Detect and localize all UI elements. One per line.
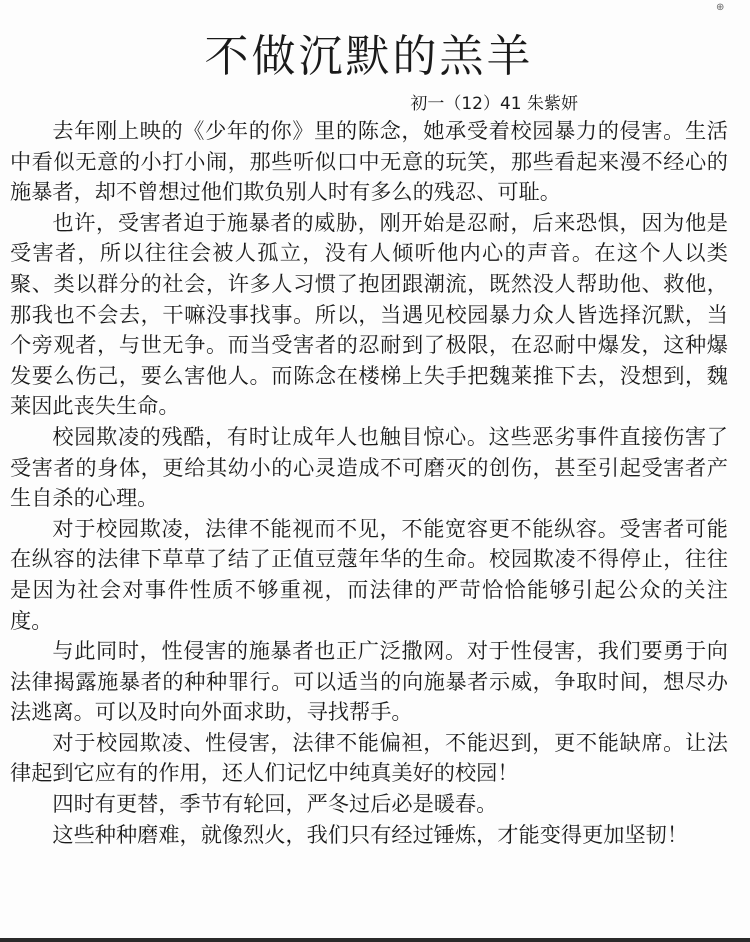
paragraph-1: 去年刚上映的《少年的你》里的陈念，她承受着校园暴力的侵害。生活中看似无意的小打小闹，那些听似口中无意的玩笑，那些看起来漫不经心的施暴者，却不曾想过他们欺负别人时有多么的残忍、可耻。 xyxy=(10,118,728,205)
bottom-divider xyxy=(0,938,750,942)
paragraph-7: 四时有更替，季节有轮回，严冬过后必是暖春。 xyxy=(52,791,498,817)
essay-title: 不做沉默的羔羊 xyxy=(204,31,534,82)
paragraph-3: 校园欺凌的残酷，有时让成年人也触目惊心。这些恶劣事件直接伤害了受害者的身体，更给其幼小的心灵造成不可磨灭的创伤，甚至引起受害者产生自杀的心理。 xyxy=(10,423,728,511)
paragraph-5: 与此同时，性侵害的施暴者也正广泛撒网。对于性侵害，我们要勇于向法律揭露施暴者的种种罪行。可以适当的向施暴者示威，争取时间，想尽办法逃离。可以及时向外面求助，寻找帮手。 xyxy=(10,638,728,725)
paragraph-6: 对于校园欺凌、性侵害，法律不能偏袒，不能迟到，更不能缺席。让法律起到它应有的作用，还人们记忆中纯真美好的校园！ xyxy=(10,729,728,786)
paragraph-2: 也许，受害者迫于施暴者的威胁，刚开始是忍耐，后来恐惧，因为他是受害者，所以往往会被人孤立，没有人倾听他内心的声音。在这个人以类聚、类以群分的社会，许多人习惯了抱团跟潮流，既然没人帮助他、救他，那我也不会去，干嘛没事找事。所以，当遇见校园暴力众人皆选择沉默，当个旁观者，与世无争。而当受害者的忍耐到了极限，在忍耐中爆发，这种爆发要么伤己，要么害他人。而陈念在楼梯上失手把魏莱推下去，没想到，魏莱因此丧失生命。 xyxy=(10,209,728,419)
paragraph-4: 对于校园欺凌，法律不能视而不见，不能宽容更不能纵容。受害者可能在纵容的法律下草草了结了正值豆蔻年华的生命。校园欺凌不得停止，往往是因为社会对事件性质不够重视，而法律的严苛恰恰能够引起公众的关注度。 xyxy=(10,515,728,633)
paragraph-8: 这些种种磨难，就像烈火，我们只有经过锤炼，才能变得更加坚韧！ xyxy=(52,821,689,847)
author-line: 初一（12）41 朱紫妍 xyxy=(410,94,578,114)
corner-mark-icon: ⊕ xyxy=(716,2,725,13)
essay-body xyxy=(10,116,728,850)
